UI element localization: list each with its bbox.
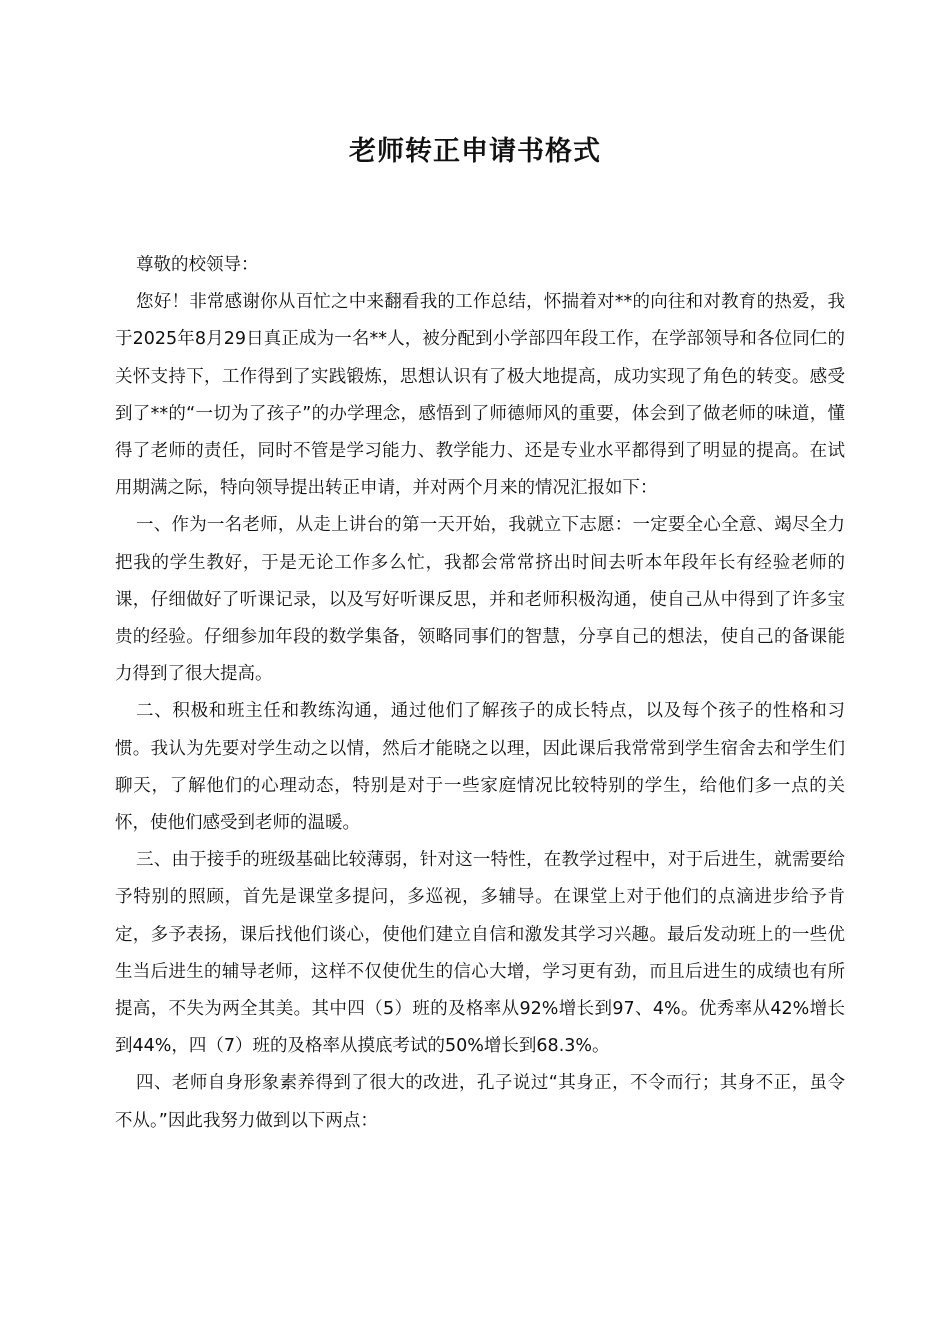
salutation: 尊敬的校领导：: [136, 255, 259, 275]
paragraph-point-3: 三、由于接手的班级基础比较薄弱，针对这一特性，在教学过程中，对于后进生，就需要给予特别的照顾，首先是课堂多提问，多巡视，多辅导。在课堂上对于他们的点滴进步给予肯定，多予表扬，课后找他们谈心，使他们建立自信和激发其学习兴趣。最后发动班上的一些优生当后进生的辅导老师，这样不仅使优生的信心大增，学习更有劲，而且后进生的成绩也有所提高，不失为两全其美。其中四（5）班的及格率从92%增长到97、4%。优秀率从42%增长到44%，四（7）班的及格率从摸底考试的50%增长到68.3%。: [115, 850, 845, 1057]
document-body: [115, 247, 845, 1140]
paragraph-intro: 您好！非常感谢你从百忙之中来翻看我的工作总结，怀揣着对**的向往和对教育的热爱，我于2025年8月29日真正成为一名**人，被分配到小学部四年段工作，在学部领导和各位同仁的关怀支持下，工作得到了实践锻炼，思想认识有了极大地提高，成功实现了角色的转变。感受到了**的“一切为了孩子”的办学理念，感悟到了师德师风的重要，体会到了做老师的味道，懂得了老师的责任，同时不管是学习能力、教学能力、还是专业水平都得到了明显的提高。在试用期满之际，特向领导提出转正申请，并对两个月来的情况汇报如下：: [115, 292, 845, 499]
paragraph-point-1: 一、作为一名老师，从走上讲台的第一天开始，我就立下志愿：一定要全心全意、竭尽全力把我的学生教好，于是无论工作多么忙，我都会常常挤出时间去听本年段年长有经验老师的课，仔细做好了听课记录，以及写好听课反思，并和老师积极沟通，使自己从中得到了许多宝贵的经验。仔细参加年段的数学集备，领略同事们的智慧，分享自己的想法，使自己的备课能力得到了很大提高。: [115, 515, 845, 685]
paragraph-point-2: 二、积极和班主任和教练沟通，通过他们了解孩子的成长特点，以及每个孩子的性格和习惯。我认为先要对学生动之以情，然后才能晓之以理，因此课后我常常到学生宿舍去和学生们聊天，了解他们的心理动态，特别是对于一些家庭情况比较特别的学生，给他们多一点的关怀，使他们感受到老师的温暖。: [115, 701, 845, 834]
page-title: 老师转正申请书格式: [349, 136, 601, 167]
paragraph-point-4: 四、老师自身形象素养得到了很大的改进，孔子说过“其身正，不令而行；其身不正，虽令不从。”因此我努力做到以下两点：: [115, 1073, 845, 1131]
